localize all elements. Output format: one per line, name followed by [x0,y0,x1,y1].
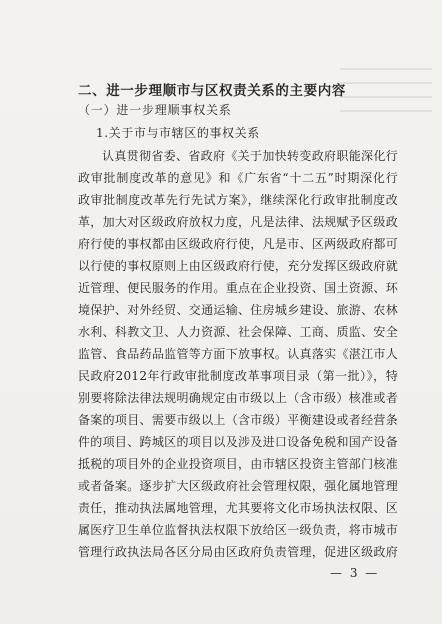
body-line: 近管理、便民服务的作用。重点在企业投资、国土资源、环 [78,281,398,295]
body-line: 别要将除法律法规明确规定由市级以上（含市级）核准或者 [78,391,398,405]
bleed-through-text [340,68,432,128]
body-line: 监管、食品药品监管等方面下放事权。认真落实《湛江市人 [78,347,398,361]
body-line: 政审批制度改革先行先试方案》，继续深化行政审批制度改 [78,193,398,207]
body-line: 责任，推动执法属地管理，尤其要将文化市场执法权限、区 [78,501,398,515]
body-line: 或者备案。逐步扩大区级政府社会管理权限，强化属地管理 [78,479,398,493]
body-line: 管理行政执法局各区分局由区政府负责管理，促进区级政府 [78,545,398,559]
body-line: 府行使的事权都由区级政府行使，凡是市、区两级政府都可 [78,237,398,251]
body-line: 属医疗卫生单位监督执法权限下放给区一级负责，将市城市 [78,523,398,537]
body-line: 境保护、对外经贸、交通运输、住房城乡建设、旅游、农林 [78,303,398,317]
body-line: 抵税的项目外的企业投资项目，由市辖区投资主管部门核准 [78,457,398,471]
subsection-heading: （一）进一步理顺事权关系 [78,103,232,117]
body-paragraph [78,145,398,563]
body-line: 民政府2012年行政审批制度改革事项目录（第一批）》，特 [78,369,398,383]
item-heading: 1.关于市与市辖区的事权关系 [96,126,260,140]
body-line: 备案的项目、需要市级以上（含市级）平衡建设或者经营条 [78,413,398,427]
body-line: 件的项目、跨城区的项目以及涉及进口设备免税和国产设备 [78,435,398,449]
body-line: 政审批制度改革的意见》和《广东省“十二五”时期深化行 [78,171,398,185]
body-line: 以行使的事权原则上由区级政府行使，充分发挥区级政府就 [78,259,398,273]
body-line: 革，加大对区级政府放权力度，凡是法律、法规赋予区级政 [78,215,398,229]
page-number: — 3 — [330,566,380,580]
body-line: 认真贯彻省委、省政府《关于加快转变政府职能深化行 [102,149,398,163]
section-title: 二、进一步理顺市与区权责关系的主要内容 [78,83,346,99]
body-line: 水利、科教文卫、人力资源、社会保障、工商、质监、安全 [78,325,398,339]
